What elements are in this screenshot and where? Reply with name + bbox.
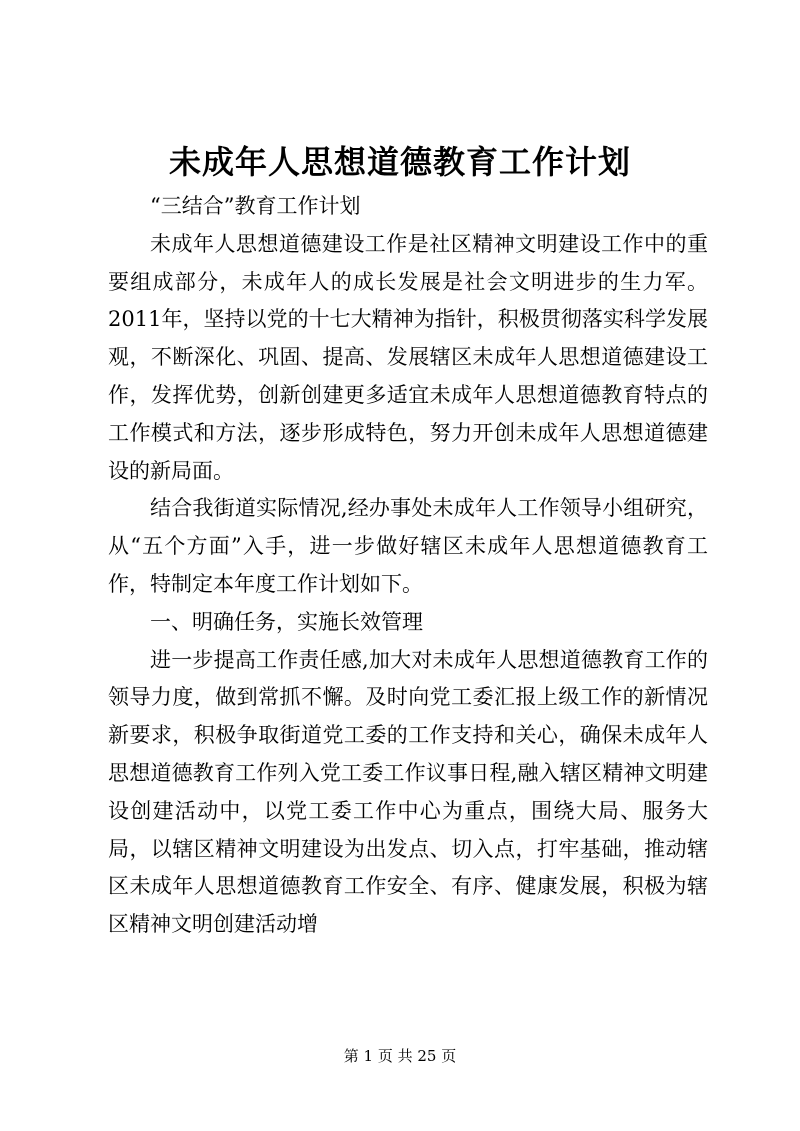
body-paragraph: 结合我街道实际情况,经办事处未成年人工作领导小组研究，从“五个方面”入手，进一步做好辖区未成年人思想道德教育工作，特制定本年度工作计划如下。 — [108, 496, 708, 596]
document-title: 未成年人思想道德教育工作计划 — [168, 143, 631, 181]
body-paragraph: 未成年人思想道德建设工作是社区精神文明建设工作中的重要组成部分，未成年人的成长发展是社会文明进步的生力军。2011年，坚持以党的十七大精神为指针，积极贯彻落实科学发展观，不断深化、巩固、提高、发展辖区未成年人思想道德建设工作，发挥优势，创新创建更多适宜未成年人思想道德教育特点的工作模式和方法，逐步形成特色，努力开创未成年人思想道德建设的新局面。 — [108, 231, 708, 483]
page-number-footer: 第 1 页 共 25 页 — [343, 1047, 457, 1065]
document-body — [108, 188, 708, 944]
body-paragraph: 进一步提高工作责任感,加大对未成年人思想道德教育工作的领导力度，做到常抓不懈。及时向党工委汇报上级工作的新情况新要求，积极争取街道党工委的工作支持和关心，确保未成年人思想道德教育工作列入党工委工作议事日程,融入辖区精神文明建设创建活动中，以党工委工作中心为重点，围绕大局、服务大局，以辖区精神文明建设为出发点、切入点，打牢基础，推动辖区未成年人思想道德教育工作安全、有序、健康发展，积极为辖区精神文明创建活动增 — [108, 647, 708, 937]
section-subtitle: “三结合”教育工作计划 — [150, 194, 361, 218]
section-heading: 一、明确任务，实施长效管理 — [150, 609, 423, 634]
